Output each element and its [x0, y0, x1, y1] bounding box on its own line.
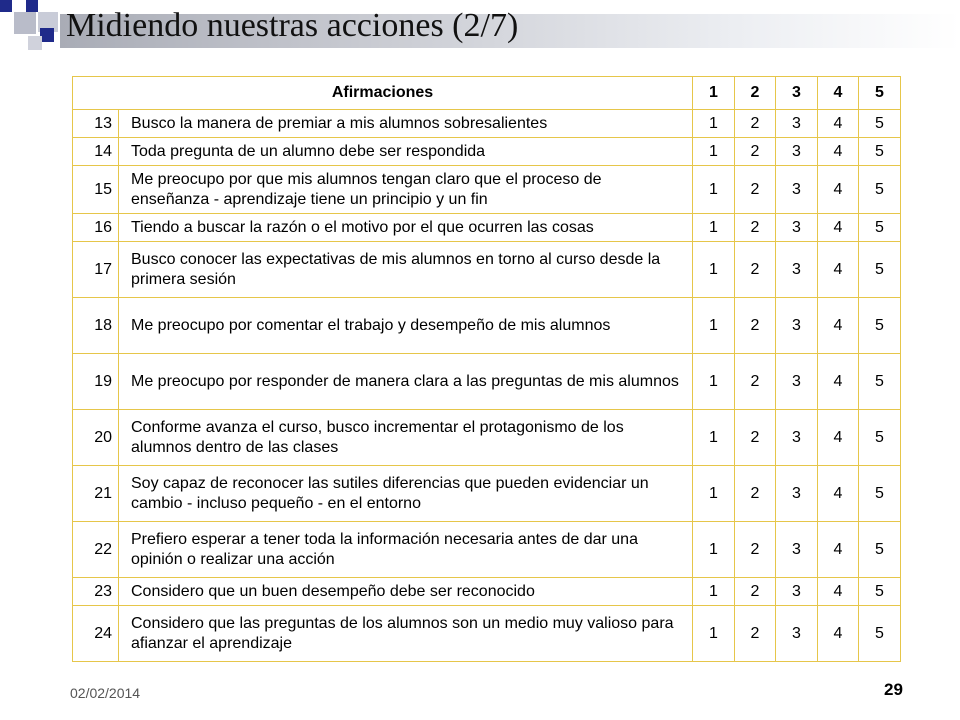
- row-score-3: 3: [776, 242, 818, 298]
- row-score-5: 5: [859, 110, 901, 138]
- row-score-1: 1: [693, 138, 735, 166]
- row-statement: Toda pregunta de un alumno debe ser respondida: [119, 138, 693, 166]
- table-row: [73, 242, 901, 298]
- row-score-5: 5: [859, 578, 901, 606]
- row-score-5: 5: [859, 138, 901, 166]
- table-row: [73, 298, 901, 354]
- row-score-3: 3: [776, 606, 818, 662]
- row-score-2: 2: [735, 110, 776, 138]
- row-number: 16: [73, 214, 119, 242]
- row-score-3: 3: [776, 166, 818, 214]
- row-score-1: 1: [693, 606, 735, 662]
- row-score-2: 2: [735, 242, 776, 298]
- row-number: 18: [73, 298, 119, 354]
- row-score-2: 2: [735, 522, 776, 578]
- row-score-5: 5: [859, 298, 901, 354]
- row-score-5: 5: [859, 214, 901, 242]
- row-score-5: 5: [859, 354, 901, 410]
- row-score-1: 1: [693, 354, 735, 410]
- header-score-4: 4: [818, 77, 859, 110]
- table-body: [73, 110, 901, 662]
- decor-square-navy-2: [26, 0, 38, 12]
- row-score-1: 1: [693, 242, 735, 298]
- row-score-2: 2: [735, 138, 776, 166]
- row-score-3: 3: [776, 298, 818, 354]
- row-score-1: 1: [693, 214, 735, 242]
- table-header-row: [73, 77, 901, 110]
- row-score-5: 5: [859, 242, 901, 298]
- table-row: [73, 166, 901, 214]
- row-score-4: 4: [818, 466, 859, 522]
- table-row: [73, 466, 901, 522]
- row-score-1: 1: [693, 166, 735, 214]
- table-row: [73, 138, 901, 166]
- row-score-4: 4: [818, 298, 859, 354]
- row-score-1: 1: [693, 110, 735, 138]
- row-score-2: 2: [735, 298, 776, 354]
- row-score-4: 4: [818, 410, 859, 466]
- header-score-2: 2: [735, 77, 776, 110]
- page-number: 29: [884, 680, 903, 699]
- row-score-5: 5: [859, 522, 901, 578]
- row-score-3: 3: [776, 110, 818, 138]
- slide-date: 02/02/2014: [70, 685, 141, 701]
- row-score-3: 3: [776, 214, 818, 242]
- decor-square-gray-1: [14, 12, 36, 34]
- table-row: [73, 214, 901, 242]
- row-score-5: 5: [859, 166, 901, 214]
- table-row: [73, 410, 901, 466]
- slide-title: Midiendo nuestras acciones (2/7): [66, 7, 519, 44]
- row-score-3: 3: [776, 354, 818, 410]
- row-score-3: 3: [776, 410, 818, 466]
- row-statement: Soy capaz de reconocer las sutiles diferencias que pueden evidenciar un cambio - incluso pequeño - en el entorno: [119, 466, 693, 522]
- row-statement: Conforme avanza el curso, busco incrementar el protagonismo de los alumnos dentro de las clases: [119, 410, 693, 466]
- row-score-4: 4: [818, 242, 859, 298]
- row-number: 19: [73, 354, 119, 410]
- row-score-5: 5: [859, 606, 901, 662]
- row-score-4: 4: [818, 606, 859, 662]
- statements-table: [72, 76, 901, 662]
- row-score-4: 4: [818, 110, 859, 138]
- row-number: 15: [73, 166, 119, 214]
- decor-square-navy-1: [0, 0, 12, 12]
- row-score-4: 4: [818, 354, 859, 410]
- row-statement: Me preocupo por responder de manera clara a las preguntas de mis alumnos: [119, 354, 693, 410]
- row-score-4: 4: [818, 578, 859, 606]
- row-score-4: 4: [818, 522, 859, 578]
- row-score-2: 2: [735, 354, 776, 410]
- row-statement: Busco la manera de premiar a mis alumnos sobresalientes: [119, 110, 693, 138]
- row-score-3: 3: [776, 138, 818, 166]
- row-score-4: 4: [818, 138, 859, 166]
- decor-square-gray-3: [28, 36, 42, 50]
- row-number: 24: [73, 606, 119, 662]
- row-number: 17: [73, 242, 119, 298]
- table-row: [73, 110, 901, 138]
- row-statement: Busco conocer las expectativas de mis alumnos en torno al curso desde la primera sesión: [119, 242, 693, 298]
- header-score-5: 5: [859, 77, 901, 110]
- row-score-1: 1: [693, 298, 735, 354]
- table-row: [73, 578, 901, 606]
- row-score-5: 5: [859, 410, 901, 466]
- row-number: 20: [73, 410, 119, 466]
- row-score-2: 2: [735, 214, 776, 242]
- row-score-2: 2: [735, 410, 776, 466]
- row-number: 21: [73, 466, 119, 522]
- row-statement: Considero que las preguntas de los alumnos son un medio muy valioso para afianzar el aprendizaje: [119, 606, 693, 662]
- row-score-3: 3: [776, 578, 818, 606]
- table-row: [73, 522, 901, 578]
- row-score-1: 1: [693, 522, 735, 578]
- row-number: 13: [73, 110, 119, 138]
- row-number: 14: [73, 138, 119, 166]
- row-score-2: 2: [735, 606, 776, 662]
- header-score-3: 3: [776, 77, 818, 110]
- header-afirmaciones: Afirmaciones: [73, 77, 693, 110]
- row-statement: Me preocupo por comentar el trabajo y desempeño de mis alumnos: [119, 298, 693, 354]
- row-number: 22: [73, 522, 119, 578]
- row-score-3: 3: [776, 522, 818, 578]
- row-score-1: 1: [693, 578, 735, 606]
- row-score-4: 4: [818, 166, 859, 214]
- row-score-1: 1: [693, 466, 735, 522]
- row-number: 23: [73, 578, 119, 606]
- table-row: [73, 606, 901, 662]
- row-score-3: 3: [776, 466, 818, 522]
- row-statement: Prefiero esperar a tener toda la información necesaria antes de dar una opinión o realizar una acción: [119, 522, 693, 578]
- header-score-1: 1: [693, 77, 735, 110]
- row-statement: Considero que un buen desempeño debe ser reconocido: [119, 578, 693, 606]
- decor-square-navy-3: [40, 28, 54, 42]
- row-score-5: 5: [859, 466, 901, 522]
- row-score-1: 1: [693, 410, 735, 466]
- row-score-4: 4: [818, 214, 859, 242]
- row-score-2: 2: [735, 166, 776, 214]
- row-statement: Tiendo a buscar la razón o el motivo por el que ocurren las cosas: [119, 214, 693, 242]
- row-score-2: 2: [735, 466, 776, 522]
- row-score-2: 2: [735, 578, 776, 606]
- row-statement: Me preocupo por que mis alumnos tengan claro que el proceso de enseñanza - aprendizaje tiene un principio y un fin: [119, 166, 693, 214]
- table-row: [73, 354, 901, 410]
